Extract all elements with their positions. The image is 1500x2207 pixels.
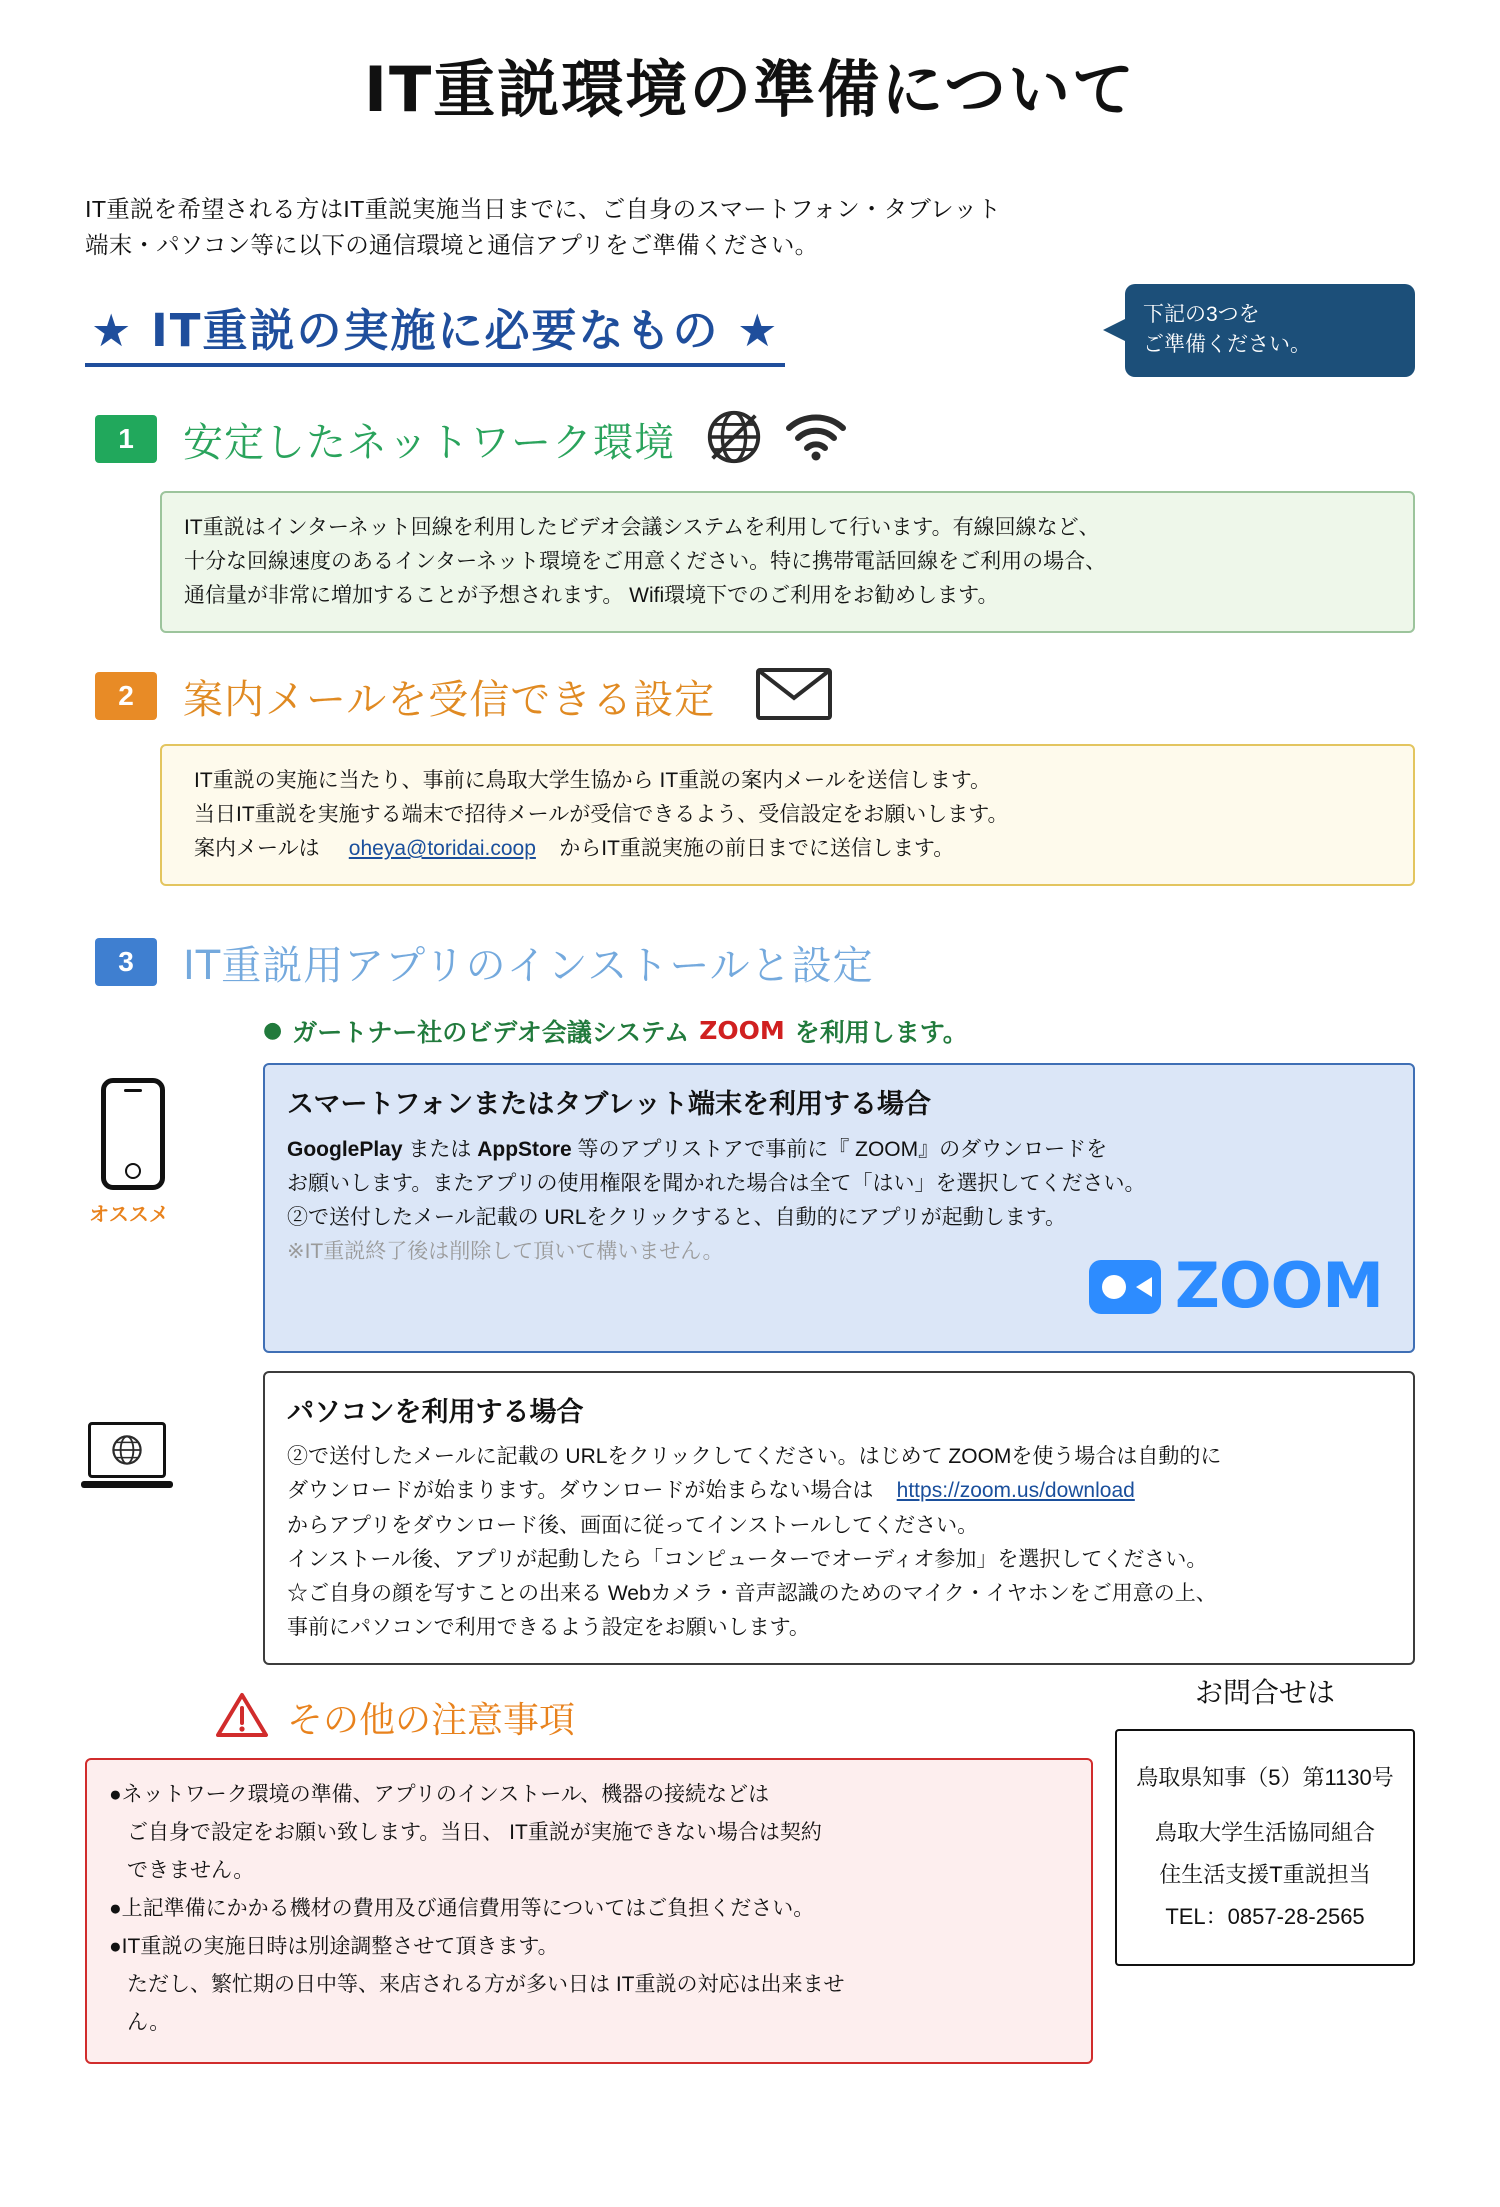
note-line-2: ご自身で設定をお願い致します。当日、 IT重説が実施できない場合は契約 bbox=[127, 1820, 822, 1844]
note-line-3: できません。 bbox=[127, 1858, 255, 1882]
mobile-instructions-box bbox=[263, 1063, 1415, 1353]
contact-tel: TEL：0857-28-2565 bbox=[1165, 1903, 1365, 1929]
mobile-line-4: ※IT重説終了後は削除して頂いて構いません。 bbox=[287, 1239, 724, 1263]
bottom-area bbox=[85, 1665, 1415, 2064]
banner-row bbox=[85, 294, 1415, 380]
bullet-text-post: を利用します。 bbox=[794, 1017, 968, 1047]
section-3-number: 3 bbox=[95, 938, 157, 986]
section-2-line-3 bbox=[194, 832, 1391, 866]
mobile-line-3: ②で送付したメール記載の URLをクリックすると、自動的にアプリが起動します。 bbox=[287, 1205, 1067, 1229]
zoom-download-link[interactable]: https://zoom.us/download bbox=[896, 1479, 1135, 1503]
globe-icon bbox=[703, 406, 765, 473]
section-2-header bbox=[85, 667, 1415, 726]
pc-line-2-text: ダウンロードが始まります。ダウンロードが始まらない場合は bbox=[287, 1479, 874, 1503]
notes-title: その他の注意事項 bbox=[287, 1699, 576, 1741]
pc-box-title: パソコンを利用する場合 bbox=[287, 1396, 584, 1428]
notes-header bbox=[215, 1691, 1093, 1744]
callout-line-1: 下記の3つを bbox=[1143, 302, 1260, 326]
contact-column bbox=[1115, 1671, 1415, 1966]
googleplay-label: GooglePlay bbox=[287, 1137, 403, 1161]
appstore-label: AppStore bbox=[477, 1137, 572, 1161]
page-title: IT重説環境の準備について bbox=[363, 53, 1137, 126]
pc-line-6: 事前にパソコンで利用できるよう設定をお願いします。 bbox=[287, 1615, 810, 1639]
contact-box bbox=[1115, 1729, 1415, 1966]
section-3-header bbox=[85, 934, 1415, 991]
notes-column bbox=[85, 1665, 1093, 2064]
pc-line-3: からアプリをダウンロード後、画面に従ってインストールしてください。 bbox=[287, 1513, 979, 1537]
section-1-line-1: IT重説はインターネット回線を利用したビデオ会議システムを利用して行います。有線回線など、 bbox=[184, 515, 1100, 539]
callout-bubble bbox=[1125, 284, 1415, 377]
note-line-4: ●上記準備にかかる機材の費用及び通信費用等についてはご負担ください。 bbox=[109, 1896, 815, 1920]
bullet-zoom-label: ZOOM bbox=[699, 1016, 785, 1046]
pc-line-2 bbox=[287, 1474, 1391, 1508]
section-1-line-3: 通信量が非常に増加することが予想されます。 Wifi環境下でのご利用をお勧めします。 bbox=[184, 583, 999, 607]
mail-prefix: 案内メールは bbox=[194, 836, 320, 860]
section-3-bullet bbox=[263, 1013, 1415, 1049]
laptop-base bbox=[81, 1481, 173, 1488]
note-line-7: ん。 bbox=[127, 2010, 171, 2034]
zoom-wordmark: ZOOM bbox=[1174, 1249, 1383, 1323]
wifi-icon bbox=[783, 411, 849, 468]
notes-box bbox=[85, 1758, 1093, 2064]
bullet-text-pre: ガートナー社のビデオ会議システム bbox=[292, 1017, 690, 1047]
mobile-box-title: スマートフォンまたはタブレット端末を利用する場合 bbox=[287, 1088, 931, 1120]
intro-line-1: IT重説を希望される方はIT重説実施当日までに、ご自身のスマートフォン・タブレット bbox=[85, 196, 1001, 222]
mobile-line-1-sep: または bbox=[402, 1137, 478, 1161]
laptop-icon bbox=[88, 1422, 166, 1478]
section-1-box bbox=[160, 491, 1415, 633]
section-2-title: 案内メールを受信できる設定 bbox=[183, 676, 716, 723]
section-1-header bbox=[85, 406, 1415, 473]
mail-link[interactable]: oheya@toridai.coop bbox=[348, 836, 536, 860]
section-2-line-1: IT重説の実施に当たり、事前に鳥取大学生協から IT重説の案内メールを送信します。 bbox=[194, 768, 992, 792]
pc-line-5: ☆ご自身の顔を写すことの出来る Webカメラ・音声認識のためのマイク・イヤホンをご用意の上、 bbox=[287, 1581, 1217, 1605]
smartphone-icon bbox=[101, 1078, 165, 1190]
document-page bbox=[0, 40, 1500, 2207]
zoom-logo bbox=[1089, 1236, 1383, 1336]
laptop-icon-group bbox=[88, 1422, 180, 1488]
section-2-icons bbox=[755, 667, 833, 726]
recommend-label: オススメ bbox=[89, 1204, 169, 1226]
section-1-title: 安定したネットワーク環境 bbox=[183, 419, 675, 466]
contact-org-1: 鳥取大学生活協同組合 bbox=[1154, 1820, 1375, 1846]
section-1-number: 1 bbox=[95, 415, 157, 463]
note-line-6: ただし、繁忙期の日中等、来店される方が多い日は IT重説の対応は出来ませ bbox=[127, 1972, 845, 1996]
smartphone-icon-group bbox=[85, 1078, 181, 1227]
contact-license: 鳥取県知事（5）第1130号 bbox=[1136, 1764, 1394, 1790]
section-1-line-2: 十分な回線速度のあるインターネット環境をご用意ください。特に携帯電話回線をご利用の場合、 bbox=[184, 549, 1107, 573]
pc-instructions-box bbox=[263, 1371, 1415, 1665]
mobile-line-1-rest: 等のアプリストアで事前に『 ZOOM』のダウンロードを bbox=[571, 1137, 1108, 1161]
section-2-line-2: 当日IT重説を実施する端末で招待メールが受信できるよう、受信設定をお願いします。 bbox=[194, 802, 1009, 826]
callout-line-2: ご準備ください。 bbox=[1143, 333, 1311, 357]
contact-org-2: 住生活支援T重説担当 bbox=[1159, 1862, 1371, 1888]
pc-line-4: インストール後、アプリが起動したら「コンピューターでオーディオ参加」を選択してください。 bbox=[287, 1547, 1208, 1571]
globe-small-icon bbox=[110, 1433, 144, 1467]
mail-suffix: からIT重説実施の前日までに送信します。 bbox=[559, 836, 955, 860]
contact-title: お問合せは bbox=[1194, 1675, 1335, 1709]
note-line-1: ●ネットワーク環境の準備、アプリのインストール、機器の接続などは bbox=[109, 1782, 770, 1806]
section-3-title: IT重説用アプリのインストールと設定 bbox=[183, 942, 874, 989]
section-1-icons bbox=[703, 406, 849, 473]
section-2-box bbox=[160, 744, 1415, 886]
note-line-5: ●IT重説の実施日時は別途調整させて頂きます。 bbox=[109, 1934, 559, 1958]
warning-triangle-icon bbox=[215, 1691, 269, 1744]
video-camera-icon bbox=[1089, 1260, 1161, 1314]
mobile-line-1 bbox=[287, 1133, 1391, 1167]
mobile-line-2: お願いします。またアプリの使用権限を聞かれた場合は全て「はい」を選択してください。 bbox=[287, 1171, 1146, 1195]
intro-paragraph bbox=[85, 191, 1415, 264]
bullet-dot-icon: ● bbox=[263, 1018, 283, 1044]
banner-heading: ★ IT重説の実施に必要なもの ★ bbox=[85, 294, 785, 367]
pc-line-1: ②で送付したメールに記載の URLをクリックしてください。はじめて ZOOMを使う場合は自動的に bbox=[287, 1445, 1222, 1469]
envelope-icon bbox=[755, 667, 833, 726]
intro-line-2: 端末・パソコン等に以下の通信環境と通信アプリをご準備ください。 bbox=[85, 232, 819, 259]
section-2-number: 2 bbox=[95, 672, 157, 720]
